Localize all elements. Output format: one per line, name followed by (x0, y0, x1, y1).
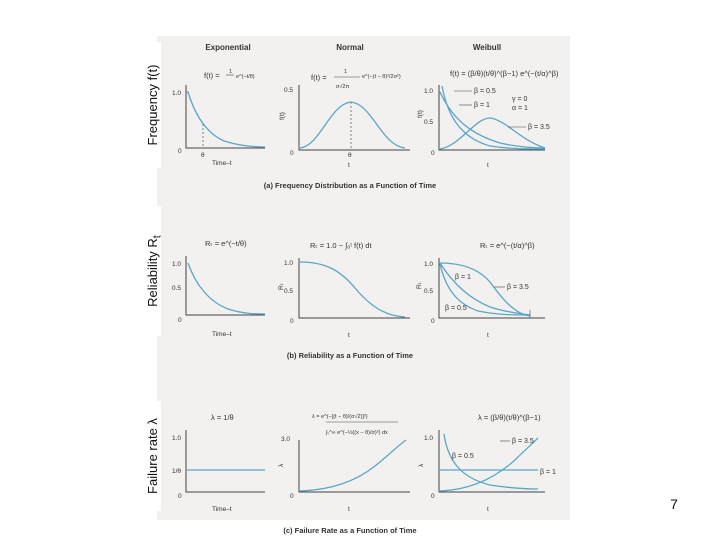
tick-0: 0 (431, 150, 435, 157)
tick-0-5: 0.5 (172, 285, 182, 292)
plot-weibull-failure-rate (418, 413, 556, 513)
tick-1-0: 1.0 (424, 435, 434, 442)
curve-exponential-reliability (188, 263, 265, 314)
tick-0: 0 (178, 317, 182, 324)
y-label-reliability-text: Reliability R (145, 238, 160, 307)
tick-1-0: 1.0 (424, 261, 434, 268)
y-axis-rt: Rₜ (278, 283, 285, 290)
plot-normal-frequency (279, 69, 410, 169)
curve-normal-failure-rate (300, 440, 406, 491)
textbook-figure (157, 36, 570, 535)
x-label-t: t (348, 162, 350, 169)
curve-weibull-beta-1 (440, 92, 545, 148)
equation-exp-f-lhs: f(t) = (204, 71, 220, 80)
equation-exp-r: Rₜ = e^(−t/θ) (205, 239, 247, 248)
y-axis-lambda: λ (278, 463, 285, 467)
y-axis-ft: f(t) (417, 110, 424, 118)
equation-norm-f-den: σ√2π (336, 84, 350, 90)
label-beta-1: β = 1 (540, 469, 556, 476)
curve-normal-density (300, 102, 405, 148)
label-beta-3-5: β = 3.5 (528, 124, 550, 131)
tick-0-5: 0.5 (284, 87, 294, 94)
label-beta-0-5: β = 0.5 (445, 305, 467, 312)
caption-c: (c) Failure Rate as a Function of Time (283, 526, 417, 535)
tick-3-0: 3.0 (281, 436, 291, 443)
x-label-t: t (487, 162, 489, 169)
equation-exp-f-num: 1 (229, 69, 233, 75)
column-header-weibull: Weibull (472, 43, 502, 52)
column-header-exponential: Exponential (205, 43, 251, 52)
y-axis-rt: Rₜ (416, 282, 423, 289)
equation-exp-f-exp: e^(−t/θ) (236, 74, 255, 80)
plot-exponential-frequency (172, 69, 265, 167)
tick-0: 0 (178, 148, 182, 155)
equation-norm-r: Rₜ = 1.0 − ∫₀ᵗ f(t) dt (310, 241, 372, 250)
tick-1-0: 1.0 (284, 260, 294, 267)
equation-norm-f-exp: e^(−(t − θ)²/2σ²) (362, 74, 401, 80)
label-beta-3-5: β = 3.5 (512, 438, 534, 445)
y-axis-lambda: λ (418, 463, 425, 467)
curve-exponential-density (188, 92, 265, 147)
tick-1-0: 1.0 (172, 261, 182, 268)
tick-0: 0 (431, 318, 435, 325)
equation-exp-l: λ = 1/θ (211, 413, 234, 422)
label-alpha-1: α = 1 (512, 105, 528, 112)
label-gamma-0: γ = 0 (512, 96, 528, 103)
curve-weibull-failure-rate-beta-3-5 (440, 438, 538, 491)
plot-weibull-frequency (417, 69, 559, 169)
equation-norm-l-top: λ = e^(−[(t − θ)/(σ√2)]²) (312, 414, 368, 420)
equation-norm-l-bottom: ∫ₜ^∞ e^(−½((x − θ)/σ)²) dx (326, 430, 388, 436)
equation-weibull-l: λ = (β/θ)(t/θ)^(β−1) (478, 413, 541, 422)
label-beta-1: β = 1 (474, 102, 490, 109)
tick-1-0: 1.0 (172, 435, 182, 442)
tick-0: 0 (178, 493, 182, 500)
tick-inv-theta: 1/θ (172, 468, 182, 475)
plot-exponential-failure-rate (172, 413, 265, 513)
label-beta-3-5: β = 3.5 (507, 284, 529, 291)
plot-exponential-reliability (172, 239, 265, 338)
equation-weibull-r: Rₜ = e^(−(t/α)^β) (480, 241, 535, 250)
x-label-t: t (348, 506, 350, 513)
label-beta-1: β = 1 (455, 274, 471, 281)
tick-theta: θ (348, 152, 352, 159)
x-label-time: Time–t (212, 331, 232, 338)
y-label-reliability (145, 206, 164, 336)
x-label-time: Time–t (212, 506, 232, 513)
y-axis-ft: f(t) (279, 112, 286, 120)
figure-graphics (157, 36, 570, 535)
equation-norm-f-num: 1 (344, 69, 348, 75)
label-beta-0-5: β = 0.5 (474, 88, 496, 95)
y-label-failure-rate: Failure rate λ (145, 401, 161, 511)
page-number: 7 (670, 496, 678, 512)
x-label-t: t (487, 332, 489, 339)
plot-normal-failure-rate (278, 413, 410, 513)
tick-0-5: 0.5 (424, 288, 434, 295)
tick-0: 0 (290, 150, 294, 157)
equation-norm-f-lhs: f(t) = (311, 73, 327, 82)
tick-0: 0 (290, 318, 294, 325)
y-label-frequency: Frequency f(t) (145, 42, 161, 168)
x-label-t: t (348, 332, 350, 339)
caption-a: (a) Frequency Distribution as a Function of Time (263, 181, 437, 190)
tick-theta: θ (201, 152, 205, 159)
tick-1-0: 1.0 (424, 88, 434, 95)
tick-1-0: 1.0 (172, 90, 182, 97)
x-label-t: t (487, 506, 489, 513)
tick-0-5: 0.5 (424, 119, 434, 126)
curve-normal-reliability (300, 262, 405, 317)
x-label-time: Time–t (212, 160, 232, 167)
column-header-normal: Normal (336, 43, 364, 52)
caption-b: (b) Reliability as a Function of Time (286, 351, 414, 360)
y-label-reliability-subscript: t (151, 235, 164, 239)
label-beta-0-5: β = 0.5 (452, 453, 474, 460)
tick-0: 0 (431, 493, 435, 500)
plot-normal-reliability (278, 241, 410, 339)
equation-weibull-f: f(t) = (β/θ)(t/θ)^(β−1) e^(−(t/α)^β) (450, 69, 559, 78)
plot-weibull-reliability (416, 241, 545, 339)
tick-0-5: 0.5 (284, 288, 294, 295)
tick-0: 0 (290, 493, 294, 500)
